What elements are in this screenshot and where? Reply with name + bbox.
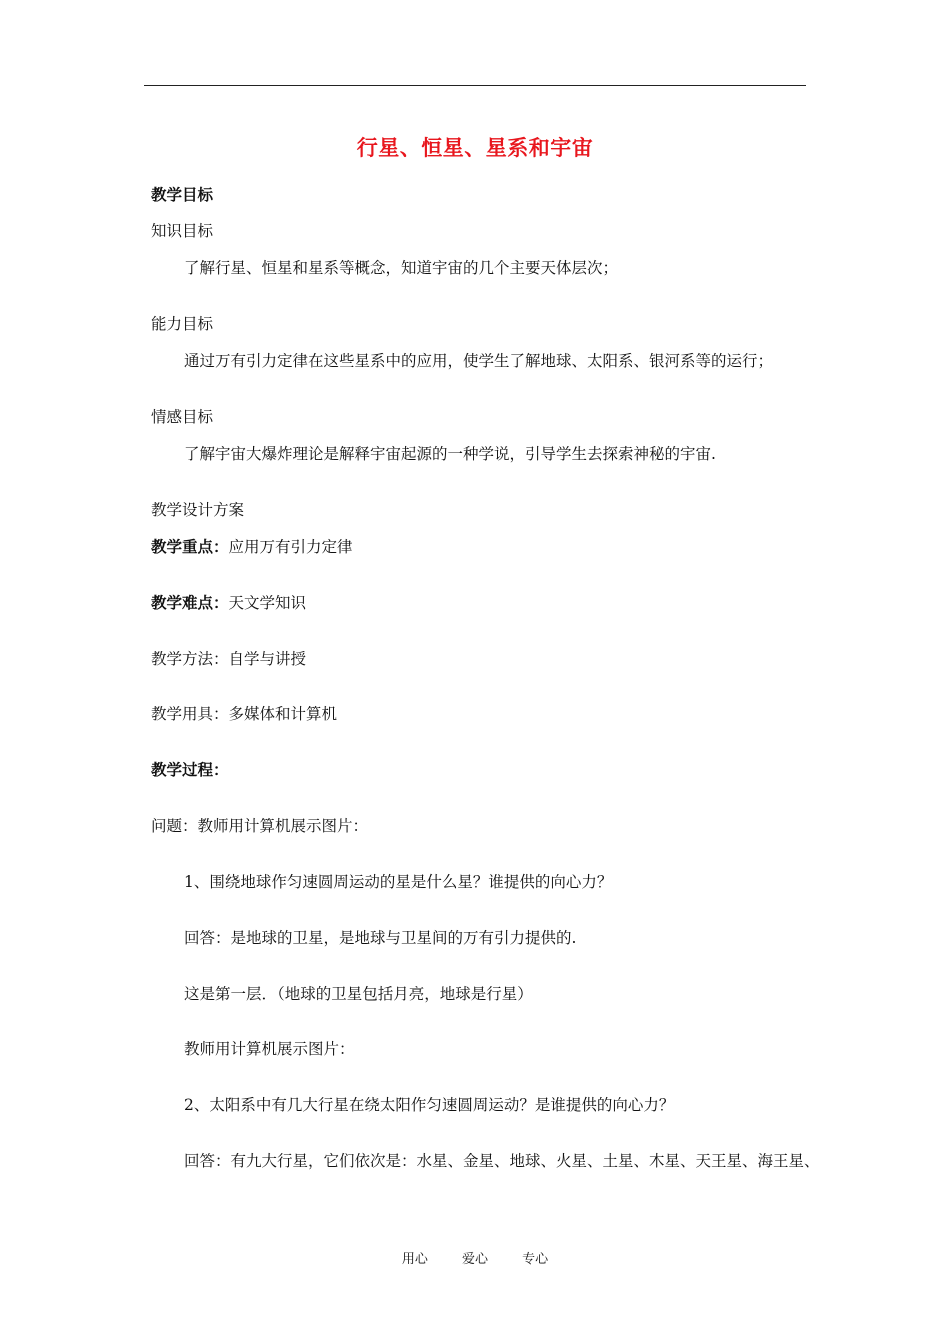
key-point-text: 应用万有引力定律 [228, 538, 353, 556]
difficulty-text: 天文学知识 [228, 594, 307, 612]
difficulty-label: 教学难点： [151, 594, 229, 612]
ability-goal-label: 能力目标 [151, 315, 214, 333]
page-title: 行星、恒星、星系和宇宙 [356, 136, 594, 160]
difficulty-point [151, 593, 306, 613]
answer-2: 回答：有九大行星，它们依次是：水星、金星、地球、火星、土星、木星、天王星、海王星、 [184, 1152, 820, 1170]
footer-word-1: 用心 [401, 1252, 428, 1267]
answer-1: 回答：是地球的卫星，是地球与卫星间的万有引力提供的. [184, 929, 577, 947]
footer-word-3: 专心 [522, 1252, 549, 1267]
layer-1-note: 这是第一层．（地球的卫星包括月亮，地球是行星） [184, 985, 533, 1003]
emotion-goal-text: 了解宇宙大爆炸理论是解释宇宙起源的一种学说，引导学生去探索神秘的宇宙. [184, 445, 716, 463]
question-2: 2、太阳系中有几大行星在绕太阳作匀速圆周运动？是谁提供的向心力？ [184, 1096, 675, 1114]
teaching-tools: 教学用具：多媒体和计算机 [151, 705, 338, 723]
knowledge-goal-text: 了解行星、恒星和星系等概念，知道宇宙的几个主要天体层次； [184, 259, 619, 277]
ability-goal-text: 通过万有引力定律在这些星系中的应用，使学生了解地球、太阳系、银河系等的运行； [184, 352, 774, 370]
key-point [151, 537, 353, 557]
process-heading: 教学过程： [151, 761, 229, 779]
goals-heading: 教学目标 [151, 186, 214, 204]
page-footer [0, 1248, 950, 1267]
question-1: 1、围绕地球作匀速圆周运动的星是什么星？谁提供的向心力？ [184, 873, 613, 891]
header-rule [144, 85, 806, 86]
emotion-goal-label: 情感目标 [151, 408, 214, 426]
design-heading: 教学设计方案 [151, 501, 245, 519]
key-point-label: 教学重点： [151, 538, 229, 556]
knowledge-goal-label: 知识目标 [151, 222, 214, 240]
process-question: 问题：教师用计算机展示图片： [151, 817, 369, 835]
teaching-method: 教学方法：自学与讲授 [151, 650, 307, 668]
show-images-2: 教师用计算机展示图片： [184, 1040, 355, 1058]
footer-word-2: 爱心 [461, 1252, 488, 1267]
